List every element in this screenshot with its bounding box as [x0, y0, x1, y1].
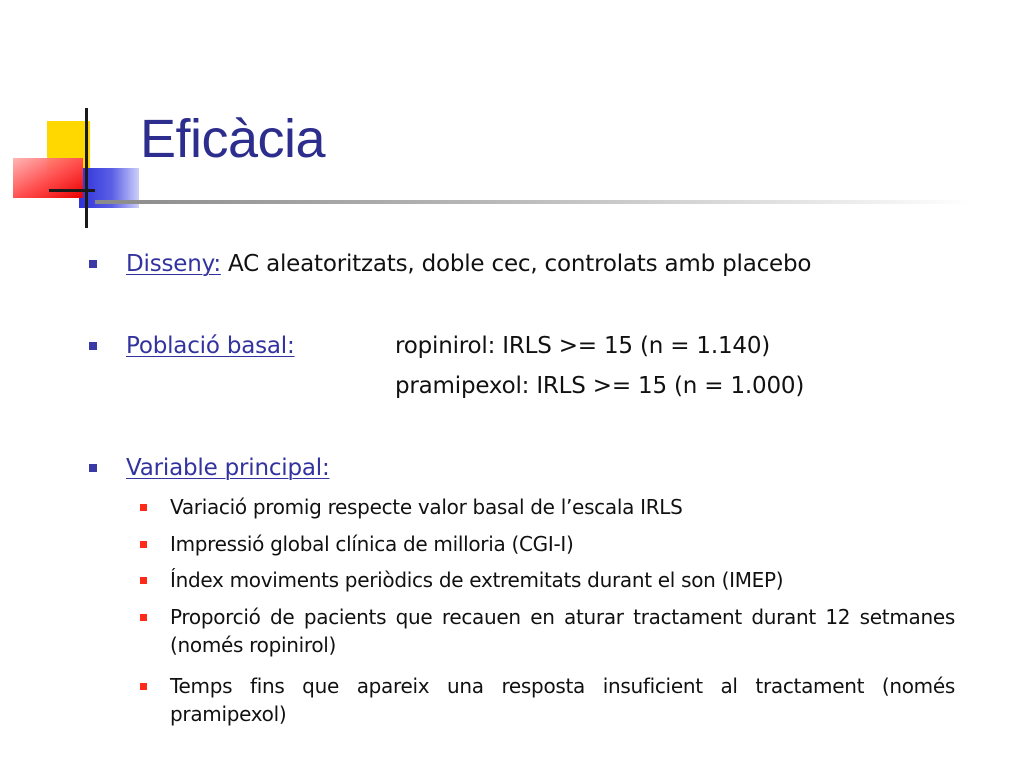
red-square-bullet-icon — [140, 577, 147, 584]
main-variable-link[interactable]: Variable principal: — [126, 455, 330, 481]
logo-vertical-line — [85, 108, 88, 228]
red-square-bullet-icon — [140, 504, 147, 511]
population-link[interactable]: Població basal: — [126, 333, 295, 359]
sub-list-item — [170, 672, 955, 728]
sub-item-text: Proporció de pacients que recauen en aturar tractament durant 12 setmanes (només ropinirol) — [170, 605, 955, 657]
sub-item-text: Temps fins que apareix una resposta insuficient al tractament (només pramipexol) — [170, 674, 955, 726]
logo-horizontal-line — [49, 189, 95, 192]
slide-title: Eficàcia — [140, 109, 326, 169]
square-bullet-icon — [89, 342, 97, 350]
red-square-bullet-icon — [140, 541, 147, 548]
logo-red-square — [13, 158, 83, 198]
population-value-pramipexol: pramipexol: IRLS >= 15 (n = 1.000) — [395, 373, 805, 399]
sub-list-item — [170, 566, 955, 594]
slide-logo — [0, 0, 160, 240]
sub-list-item — [170, 530, 955, 558]
sub-item-text: Índex moviments periòdics de extremitats durant el son (IMEP) — [170, 568, 784, 592]
red-square-bullet-icon — [140, 614, 147, 621]
title-underline — [95, 200, 975, 204]
sub-list-item — [170, 603, 955, 659]
sub-item-text: Impressió global clínica de milloria (CGI-I) — [170, 532, 574, 556]
population-value-ropinirol: ropinirol: IRLS >= 15 (n = 1.140) — [395, 333, 771, 359]
square-bullet-icon — [89, 464, 97, 472]
list-item-design — [126, 249, 811, 279]
square-bullet-icon — [89, 260, 97, 268]
design-text: AC aleatoritzats, doble cec, controlats amb placebo — [220, 251, 812, 277]
sub-list-item — [170, 493, 955, 521]
sub-item-text: Variació promig respecte valor basal de l’escala IRLS — [170, 495, 683, 519]
list-item-population — [126, 331, 295, 361]
design-link[interactable]: Disseny: — [126, 251, 221, 277]
red-square-bullet-icon — [140, 683, 147, 690]
list-item-main-variable — [126, 453, 330, 483]
